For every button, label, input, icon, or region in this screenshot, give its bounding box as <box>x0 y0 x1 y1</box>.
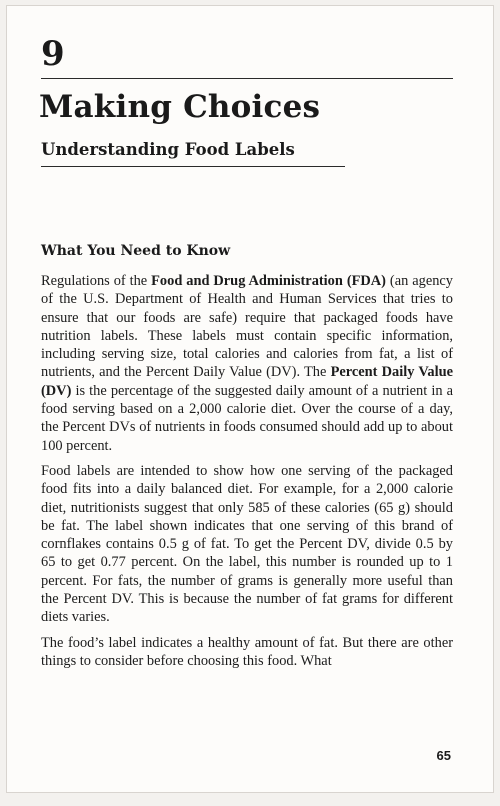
chapter-title: Making Choices <box>39 89 321 125</box>
paragraph-3: The food’s label indicates a healthy amount of fat. But there are other things to consider before choosing this food. What <box>41 634 453 669</box>
book-page <box>7 6 493 792</box>
body-text <box>41 272 453 677</box>
paragraph-1-text-3: is the percentage of the suggested daily amount of a nutrient in a food serving based on a 2,000 calorie diet. Over the course of a day, the Percent DVs of nutrients in foods consumed should add up to about 100 percent. <box>41 382 453 454</box>
chapter-number: 9 <box>41 34 65 74</box>
paragraph-1-text-2: (an agency of the U.S. Department of Health and Human Services that tries to ensure that our foods are safe) require that packaged foods have nutrition labels. These labels must contain specific information, including serving size, total calories and calories from fat, a list of nutrients, and the Percent Daily Value (DV). The <box>41 273 453 381</box>
term-fda: Food and Drug Administration (FDA) <box>151 273 386 289</box>
paragraph-1 <box>41 272 453 455</box>
paragraph-1-text-1: Regulations of the <box>41 273 152 289</box>
page-number: 65 <box>436 748 451 763</box>
subtitle-rule <box>41 166 345 167</box>
chapter-rule <box>41 78 453 79</box>
term-percent-daily-value: Percent Daily Value (DV) <box>41 364 453 399</box>
section-heading: What You Need to Know <box>41 243 231 259</box>
paragraph-2: Food labels are intended to show how one serving of the packaged food fits into a daily balanced diet. For example, for a 2,000 calorie diet, nutritionists suggest that only 585 of these calories (65 g) should be fat. The label shown indicates that one serving of this brand of cornflakes contains 0.5 g of fat. To get the Percent DV, divide 0.5 by 65 to get 0.77 percent. On the label, this number is rounded up to 1 percent. For fats, the number of grams is generally more useful than the Percent DV. This is because the number of fat grams for different diets varies. <box>41 462 453 626</box>
chapter-subtitle: Understanding Food Labels <box>41 140 295 159</box>
